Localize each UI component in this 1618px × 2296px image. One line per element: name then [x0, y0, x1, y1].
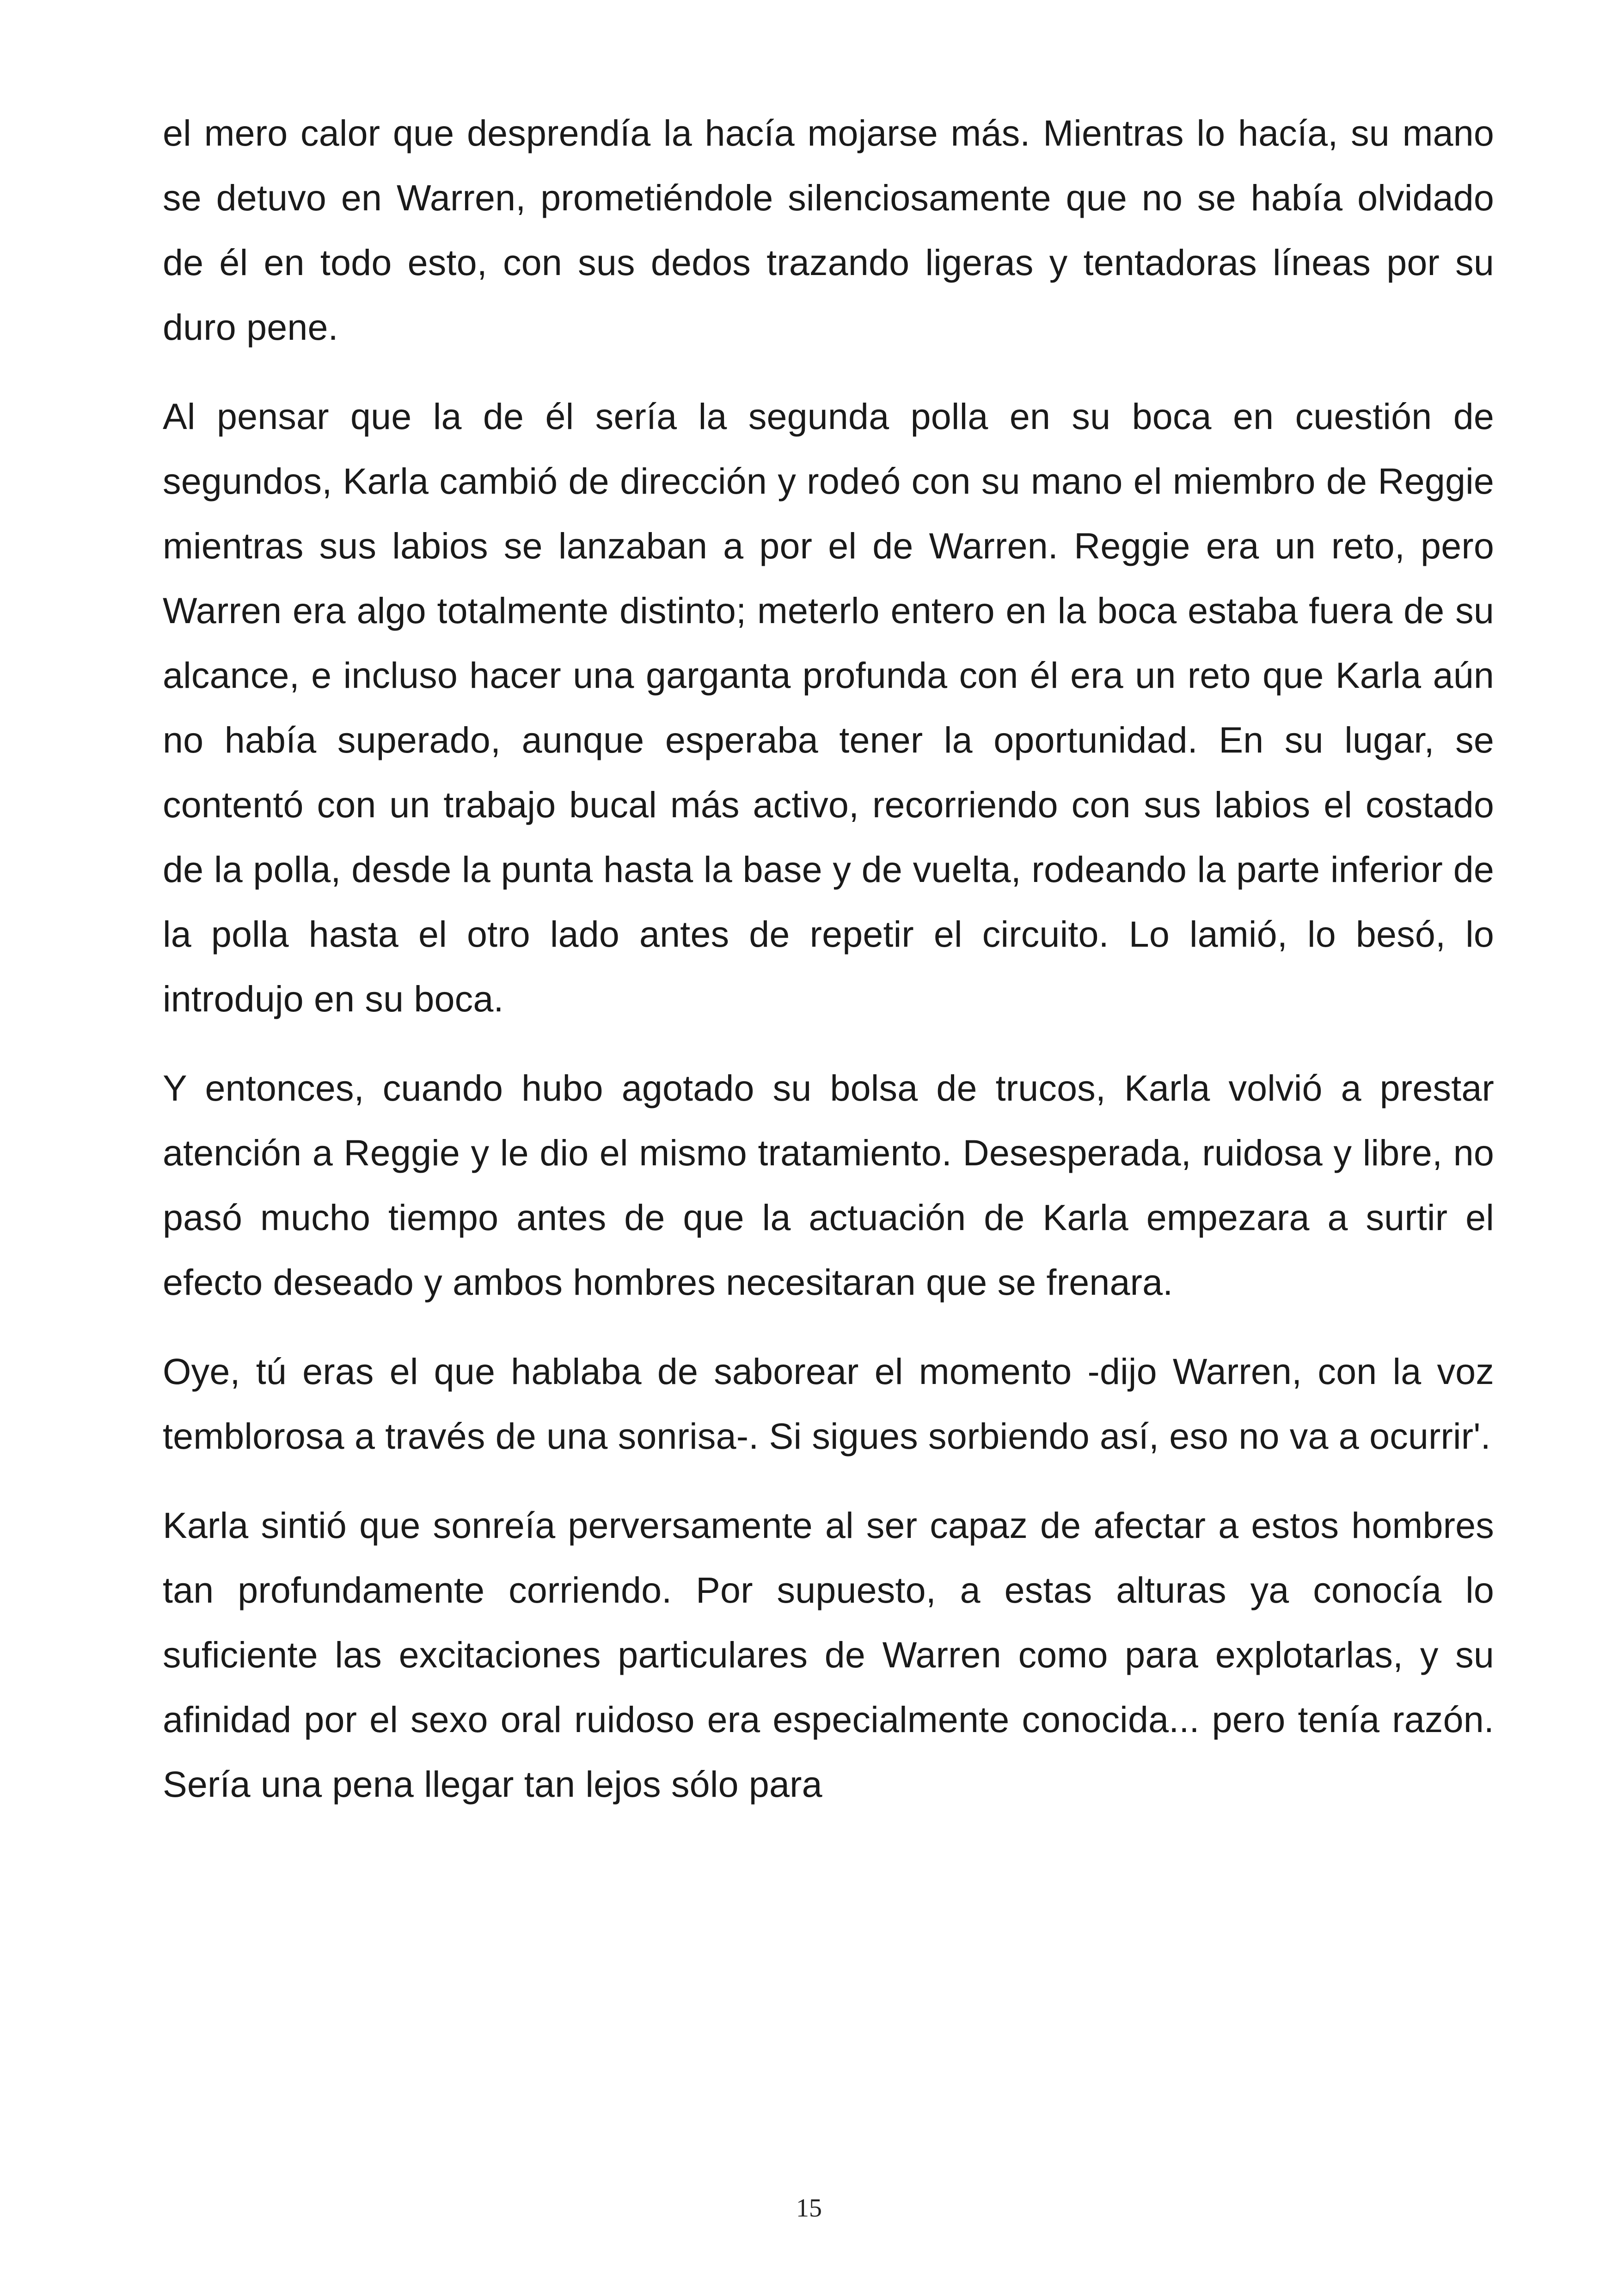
paragraph-3: Y entonces, cuando hubo agotado su bolsa de trucos, Karla volvió a prestar atención a Reggie y le dio el mismo tratamiento. Desesperada, ruidosa y libre, no pasó mucho tiempo antes de que la actuación de Karla empezara a surtir el efecto deseado y ambos hombres necesitaran que se frenara. — [163, 1067, 1494, 1303]
page-number: 15 — [796, 2194, 822, 2223]
paragraph-2: Al pensar que la de él sería la segunda polla en su boca en cuestión de segundos, Karla cambió de dirección y rodeó con su mano el miembro de Reggie mientras sus labios se lanzaban a por el de Warren. Reggie era un reto, pero Warren era algo totalmente distinto; meterlo entero en la boca estaba fuera de su alcance, e incluso hacer una garganta profunda con él era un reto que Karla aún no había superado, aunque esperaba tener la oportunidad. En su lugar, se contentó con un trabajo bucal más activo, recorriendo con sus labios el costado de la polla, desde la punta hasta la base y de vuelta, rodeando la parte inferior de la polla hasta el otro lado antes de repetir el circuito. Lo lamió, lo besó, lo introdujo en su boca. — [163, 396, 1494, 1019]
body-text — [163, 101, 1494, 1841]
paragraph-5: Karla sintió que sonreía perversamente al ser capaz de afectar a estos hombres tan profundamente corriendo. Por supuesto, a estas alturas ya conocía lo suficiente las excitaciones particulares de Warren como para explotarlas, y su afinidad por el sexo oral ruidoso era especialmente conocida... pero tenía razón. Sería una pena llegar tan lejos sólo para — [163, 1505, 1494, 1805]
paragraph-1: el mero calor que desprendía la hacía mojarse más. Mientras lo hacía, su mano se detuvo en Warren, prometiéndole silenciosamente que no se había olvidado de él en todo esto, con sus dedos trazando ligeras y tentadoras líneas por su duro pene. — [163, 112, 1494, 348]
paragraph-4: Oye, tú eras el que hablaba de saborear el momento -dijo Warren, con la voz temblorosa a través de una sonrisa-. Si sigues sorbiendo así, eso no va a ocurrir'. — [163, 1351, 1494, 1457]
